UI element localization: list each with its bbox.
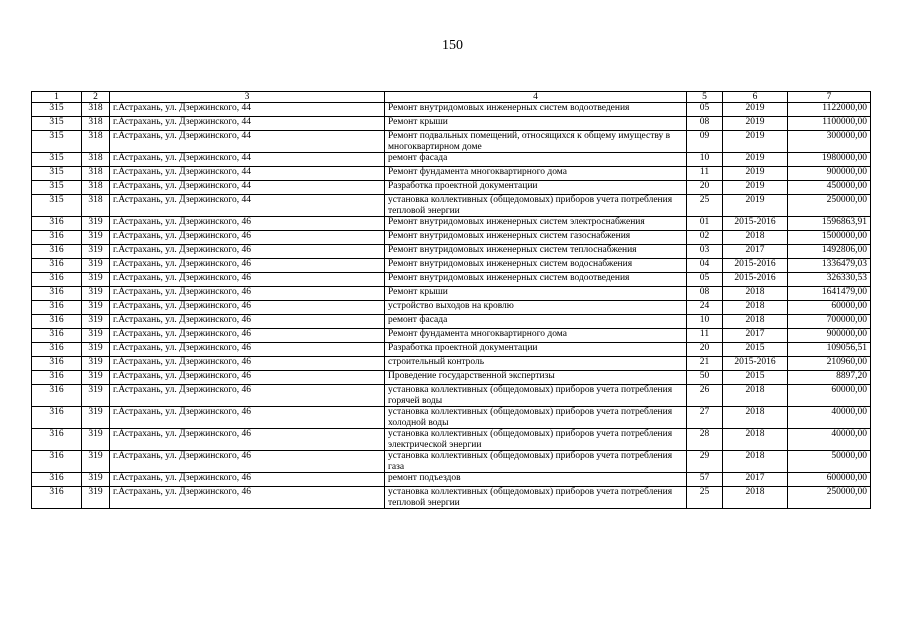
cost-cell: 1596863,91 bbox=[788, 217, 871, 231]
year-cell: 2015-2016 bbox=[723, 273, 788, 287]
work-code-cell: 03 bbox=[687, 245, 723, 259]
work-code-cell: 20 bbox=[687, 181, 723, 195]
year-cell: 2018 bbox=[723, 451, 788, 473]
object-number-cell: 315 bbox=[32, 131, 82, 153]
work-type-cell: ремонт подъездов bbox=[385, 473, 687, 487]
object-number-cell: 316 bbox=[32, 473, 82, 487]
work-code-cell: 05 bbox=[687, 103, 723, 117]
work-type-cell: установка коллективных (общедомовых) приборов учета потребления газа bbox=[385, 451, 687, 473]
work-code-cell: 04 bbox=[687, 259, 723, 273]
work-type-cell: Ремонт внутридомовых инженерных систем водоотведения bbox=[385, 273, 687, 287]
work-type-cell: Разработка проектной документации bbox=[385, 181, 687, 195]
table-row bbox=[32, 407, 871, 429]
table-row bbox=[32, 231, 871, 245]
address-cell: г.Астрахань, ул. Дзержинского, 46 bbox=[110, 451, 385, 473]
object-number-cell: 316 bbox=[32, 231, 82, 245]
registry-number-cell: 319 bbox=[82, 385, 110, 407]
address-cell: г.Астрахань, ул. Дзержинского, 46 bbox=[110, 259, 385, 273]
cost-cell: 300000,00 bbox=[788, 131, 871, 153]
table-row bbox=[32, 153, 871, 167]
work-type-cell: Проведение государственной экспертизы bbox=[385, 371, 687, 385]
object-number-cell: 316 bbox=[32, 287, 82, 301]
work-code-cell: 01 bbox=[687, 217, 723, 231]
address-cell: г.Астрахань, ул. Дзержинского, 46 bbox=[110, 273, 385, 287]
cost-cell: 250000,00 bbox=[788, 195, 871, 217]
year-cell: 2015 bbox=[723, 371, 788, 385]
address-cell: г.Астрахань, ул. Дзержинского, 46 bbox=[110, 301, 385, 315]
work-type-cell: установка коллективных (общедомовых) приборов учета потребления электрической энергии bbox=[385, 429, 687, 451]
object-number-cell: 316 bbox=[32, 245, 82, 259]
cost-cell: 8897,20 bbox=[788, 371, 871, 385]
work-type-cell: Ремонт внутридомовых инженерных систем теплоснабжения bbox=[385, 245, 687, 259]
work-code-cell: 20 bbox=[687, 343, 723, 357]
address-cell: г.Астрахань, ул. Дзержинского, 44 bbox=[110, 153, 385, 167]
work-code-cell: 26 bbox=[687, 385, 723, 407]
address-cell: г.Астрахань, ул. Дзержинского, 46 bbox=[110, 329, 385, 343]
year-cell: 2015 bbox=[723, 343, 788, 357]
year-cell: 2017 bbox=[723, 473, 788, 487]
object-number-cell: 316 bbox=[32, 451, 82, 473]
work-type-cell: Ремонт крыши bbox=[385, 117, 687, 131]
address-cell: г.Астрахань, ул. Дзержинского, 46 bbox=[110, 385, 385, 407]
year-cell: 2015-2016 bbox=[723, 217, 788, 231]
work-type-cell: установка коллективных (общедомовых) приборов учета потребления холодной воды bbox=[385, 407, 687, 429]
object-number-cell: 316 bbox=[32, 371, 82, 385]
cost-cell: 40000,00 bbox=[788, 429, 871, 451]
work-code-cell: 57 bbox=[687, 473, 723, 487]
object-number-cell: 315 bbox=[32, 117, 82, 131]
object-number-cell: 316 bbox=[32, 429, 82, 451]
registry-number-cell: 319 bbox=[82, 487, 110, 509]
work-code-cell: 10 bbox=[687, 315, 723, 329]
address-cell: г.Астрахань, ул. Дзержинского, 46 bbox=[110, 357, 385, 371]
table-row bbox=[32, 315, 871, 329]
registry-number-cell: 319 bbox=[82, 451, 110, 473]
work-code-cell: 02 bbox=[687, 231, 723, 245]
column-header: 3 bbox=[110, 92, 385, 103]
work-type-cell: Ремонт фундамента многоквартирного дома bbox=[385, 167, 687, 181]
year-cell: 2019 bbox=[723, 181, 788, 195]
work-type-cell: Ремонт внутридомовых инженерных систем газоснабжения bbox=[385, 231, 687, 245]
registry-number-cell: 318 bbox=[82, 195, 110, 217]
object-number-cell: 315 bbox=[32, 167, 82, 181]
table-row bbox=[32, 329, 871, 343]
cost-cell: 900000,00 bbox=[788, 329, 871, 343]
address-cell: г.Астрахань, ул. Дзержинского, 44 bbox=[110, 103, 385, 117]
table-row bbox=[32, 181, 871, 195]
address-cell: г.Астрахань, ул. Дзержинского, 46 bbox=[110, 231, 385, 245]
year-cell: 2018 bbox=[723, 315, 788, 329]
table-row bbox=[32, 473, 871, 487]
work-type-cell: Ремонт внутридомовых инженерных систем электроснабжения bbox=[385, 217, 687, 231]
address-cell: г.Астрахань, ул. Дзержинского, 44 bbox=[110, 181, 385, 195]
table-row bbox=[32, 217, 871, 231]
cost-cell: 1492806,00 bbox=[788, 245, 871, 259]
year-cell: 2018 bbox=[723, 429, 788, 451]
object-number-cell: 316 bbox=[32, 407, 82, 429]
year-cell: 2019 bbox=[723, 167, 788, 181]
table-row bbox=[32, 357, 871, 371]
year-cell: 2018 bbox=[723, 487, 788, 509]
cost-cell: 450000,00 bbox=[788, 181, 871, 195]
object-number-cell: 315 bbox=[32, 103, 82, 117]
work-type-cell: Ремонт внутридомовых инженерных систем водоснабжения bbox=[385, 259, 687, 273]
work-type-cell: установка коллективных (общедомовых) приборов учета потребления тепловой энергии bbox=[385, 487, 687, 509]
registry-number-cell: 318 bbox=[82, 131, 110, 153]
work-code-cell: 25 bbox=[687, 487, 723, 509]
object-number-cell: 316 bbox=[32, 217, 82, 231]
table-row bbox=[32, 245, 871, 259]
year-cell: 2019 bbox=[723, 195, 788, 217]
work-code-cell: 11 bbox=[687, 329, 723, 343]
work-code-cell: 11 bbox=[687, 167, 723, 181]
object-number-cell: 316 bbox=[32, 259, 82, 273]
cost-cell: 1500000,00 bbox=[788, 231, 871, 245]
address-cell: г.Астрахань, ул. Дзержинского, 44 bbox=[110, 131, 385, 153]
work-type-cell: ремонт фасада bbox=[385, 315, 687, 329]
cost-cell: 60000,00 bbox=[788, 301, 871, 315]
address-cell: г.Астрахань, ул. Дзержинского, 46 bbox=[110, 343, 385, 357]
work-type-cell: строительный контроль bbox=[385, 357, 687, 371]
year-cell: 2015-2016 bbox=[723, 259, 788, 273]
table-row bbox=[32, 371, 871, 385]
table-body bbox=[32, 103, 871, 509]
cost-cell: 250000,00 bbox=[788, 487, 871, 509]
cost-cell: 700000,00 bbox=[788, 315, 871, 329]
column-header: 7 bbox=[788, 92, 871, 103]
registry-number-cell: 319 bbox=[82, 273, 110, 287]
object-number-cell: 316 bbox=[32, 329, 82, 343]
registry-number-cell: 319 bbox=[82, 429, 110, 451]
cost-cell: 109056,51 bbox=[788, 343, 871, 357]
registry-number-cell: 318 bbox=[82, 117, 110, 131]
address-cell: г.Астрахань, ул. Дзержинского, 46 bbox=[110, 245, 385, 259]
object-number-cell: 316 bbox=[32, 315, 82, 329]
year-cell: 2017 bbox=[723, 245, 788, 259]
column-header: 2 bbox=[82, 92, 110, 103]
table-row bbox=[32, 167, 871, 181]
work-code-cell: 25 bbox=[687, 195, 723, 217]
registry-number-cell: 319 bbox=[82, 473, 110, 487]
work-code-cell: 28 bbox=[687, 429, 723, 451]
table-row bbox=[32, 487, 871, 509]
table-row bbox=[32, 103, 871, 117]
registry-number-cell: 318 bbox=[82, 153, 110, 167]
work-type-cell: установка коллективных (общедомовых) приборов учета потребления тепловой энергии bbox=[385, 195, 687, 217]
work-type-cell: Ремонт фундамента многоквартирного дома bbox=[385, 329, 687, 343]
year-cell: 2018 bbox=[723, 407, 788, 429]
registry-number-cell: 319 bbox=[82, 259, 110, 273]
year-cell: 2015-2016 bbox=[723, 357, 788, 371]
table-row bbox=[32, 259, 871, 273]
object-number-cell: 316 bbox=[32, 343, 82, 357]
page-number: 150 bbox=[442, 38, 463, 53]
cost-cell: 326330,53 bbox=[788, 273, 871, 287]
table-row bbox=[32, 343, 871, 357]
work-code-cell: 21 bbox=[687, 357, 723, 371]
address-cell: г.Астрахань, ул. Дзержинского, 46 bbox=[110, 287, 385, 301]
cost-cell: 40000,00 bbox=[788, 407, 871, 429]
object-number-cell: 316 bbox=[32, 301, 82, 315]
column-header: 1 bbox=[32, 92, 82, 103]
cost-cell: 1980000,00 bbox=[788, 153, 871, 167]
work-code-cell: 24 bbox=[687, 301, 723, 315]
registry-number-cell: 319 bbox=[82, 357, 110, 371]
registry-table bbox=[31, 91, 871, 509]
work-code-cell: 09 bbox=[687, 131, 723, 153]
registry-number-cell: 319 bbox=[82, 287, 110, 301]
registry-number-cell: 318 bbox=[82, 103, 110, 117]
object-number-cell: 315 bbox=[32, 153, 82, 167]
address-cell: г.Астрахань, ул. Дзержинского, 46 bbox=[110, 371, 385, 385]
registry-number-cell: 319 bbox=[82, 301, 110, 315]
work-type-cell: Ремонт подвальных помещений, относящихся к общему имуществу в многоквартирном доме bbox=[385, 131, 687, 153]
address-cell: г.Астрахань, ул. Дзержинского, 46 bbox=[110, 217, 385, 231]
address-cell: г.Астрахань, ул. Дзержинского, 44 bbox=[110, 117, 385, 131]
cost-cell: 50000,00 bbox=[788, 451, 871, 473]
table-row bbox=[32, 273, 871, 287]
work-type-cell: ремонт фасада bbox=[385, 153, 687, 167]
cost-cell: 1122000,00 bbox=[788, 103, 871, 117]
address-cell: г.Астрахань, ул. Дзержинского, 46 bbox=[110, 315, 385, 329]
cost-cell: 60000,00 bbox=[788, 385, 871, 407]
work-code-cell: 08 bbox=[687, 287, 723, 301]
registry-number-cell: 319 bbox=[82, 343, 110, 357]
table-header-row bbox=[32, 92, 871, 103]
address-cell: г.Астрахань, ул. Дзержинского, 46 bbox=[110, 473, 385, 487]
year-cell: 2017 bbox=[723, 329, 788, 343]
cost-cell: 1641479,00 bbox=[788, 287, 871, 301]
column-header: 6 bbox=[723, 92, 788, 103]
registry-number-cell: 319 bbox=[82, 315, 110, 329]
year-cell: 2019 bbox=[723, 153, 788, 167]
registry-number-cell: 318 bbox=[82, 167, 110, 181]
cost-cell: 1336479,03 bbox=[788, 259, 871, 273]
object-number-cell: 315 bbox=[32, 181, 82, 195]
year-cell: 2019 bbox=[723, 117, 788, 131]
work-type-cell: Ремонт крыши bbox=[385, 287, 687, 301]
cost-cell: 1100000,00 bbox=[788, 117, 871, 131]
address-cell: г.Астрахань, ул. Дзержинского, 44 bbox=[110, 167, 385, 181]
cost-cell: 600000,00 bbox=[788, 473, 871, 487]
cost-cell: 210960,00 bbox=[788, 357, 871, 371]
work-type-cell: установка коллективных (общедомовых) приборов учета потребления горячей воды bbox=[385, 385, 687, 407]
registry-number-cell: 319 bbox=[82, 231, 110, 245]
table-row bbox=[32, 429, 871, 451]
address-cell: г.Астрахань, ул. Дзержинского, 44 bbox=[110, 195, 385, 217]
work-code-cell: 50 bbox=[687, 371, 723, 385]
registry-number-cell: 319 bbox=[82, 329, 110, 343]
work-type-cell: устройство выходов на кровлю bbox=[385, 301, 687, 315]
work-code-cell: 27 bbox=[687, 407, 723, 429]
registry-number-cell: 319 bbox=[82, 371, 110, 385]
table-row bbox=[32, 287, 871, 301]
cost-cell: 900000,00 bbox=[788, 167, 871, 181]
table-row bbox=[32, 301, 871, 315]
object-number-cell: 315 bbox=[32, 195, 82, 217]
registry-number-cell: 319 bbox=[82, 245, 110, 259]
table-row bbox=[32, 131, 871, 153]
address-cell: г.Астрахань, ул. Дзержинского, 46 bbox=[110, 487, 385, 509]
registry-number-cell: 319 bbox=[82, 407, 110, 429]
table-row bbox=[32, 451, 871, 473]
registry-number-cell: 318 bbox=[82, 181, 110, 195]
work-code-cell: 05 bbox=[687, 273, 723, 287]
object-number-cell: 316 bbox=[32, 273, 82, 287]
address-cell: г.Астрахань, ул. Дзержинского, 46 bbox=[110, 429, 385, 451]
year-cell: 2018 bbox=[723, 301, 788, 315]
work-code-cell: 10 bbox=[687, 153, 723, 167]
year-cell: 2019 bbox=[723, 131, 788, 153]
work-type-cell: Ремонт внутридомовых инженерных систем водоотведения bbox=[385, 103, 687, 117]
work-code-cell: 08 bbox=[687, 117, 723, 131]
column-header: 4 bbox=[385, 92, 687, 103]
work-code-cell: 29 bbox=[687, 451, 723, 473]
year-cell: 2018 bbox=[723, 231, 788, 245]
object-number-cell: 316 bbox=[32, 357, 82, 371]
table-row bbox=[32, 117, 871, 131]
object-number-cell: 316 bbox=[32, 487, 82, 509]
registry-number-cell: 319 bbox=[82, 217, 110, 231]
table-row bbox=[32, 195, 871, 217]
work-type-cell: Разработка проектной документации bbox=[385, 343, 687, 357]
column-header: 5 bbox=[687, 92, 723, 103]
year-cell: 2019 bbox=[723, 103, 788, 117]
year-cell: 2018 bbox=[723, 287, 788, 301]
object-number-cell: 316 bbox=[32, 385, 82, 407]
year-cell: 2018 bbox=[723, 385, 788, 407]
address-cell: г.Астрахань, ул. Дзержинского, 46 bbox=[110, 407, 385, 429]
table-row bbox=[32, 385, 871, 407]
